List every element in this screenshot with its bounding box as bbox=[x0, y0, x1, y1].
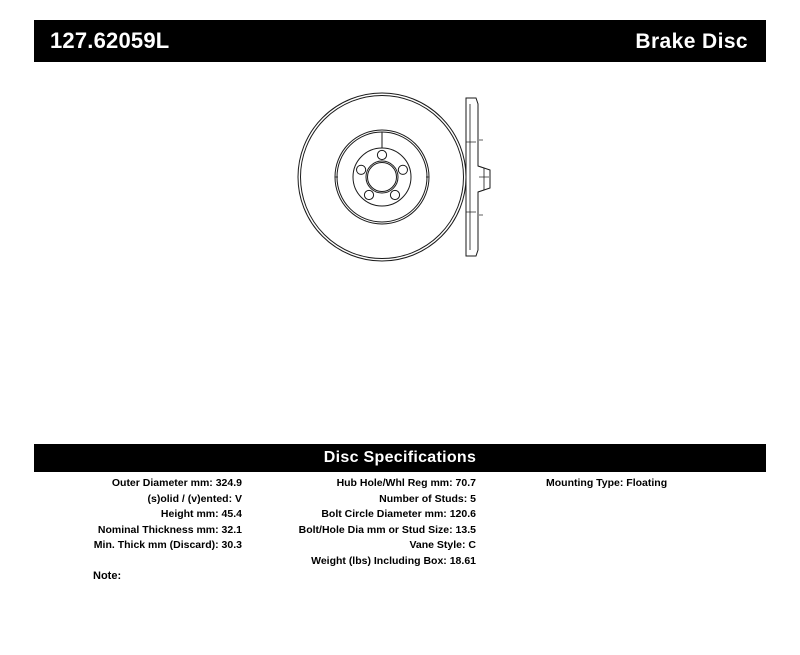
spec-item: Hub Hole/Whl Reg mm: 70.7 bbox=[336, 477, 476, 489]
spec-item: Bolt Circle Diameter mm: 120.6 bbox=[321, 508, 476, 520]
spec-column-left bbox=[34, 476, 242, 554]
spec-column-right bbox=[546, 476, 766, 492]
part-number: 127.62059L bbox=[50, 28, 170, 53]
spec-item: Outer Diameter mm: 324.9 bbox=[111, 477, 242, 489]
spec-item: Height mm: 45.4 bbox=[160, 508, 242, 520]
spec-item: Bolt/Hole Dia mm or Stud Size: 13.5 bbox=[298, 523, 476, 536]
disc-specifications-title: Disc Specifications bbox=[323, 449, 477, 466]
specifications-columns bbox=[34, 476, 766, 586]
spec-item: Vane Style: C bbox=[409, 539, 476, 551]
spec-item: Min. Thick mm (Discard): 30.3 bbox=[93, 539, 242, 551]
technical-drawing bbox=[280, 80, 560, 290]
page-title: Brake Disc bbox=[635, 29, 748, 53]
brake-disc-side-section-view bbox=[466, 98, 490, 256]
disc-specifications-bar bbox=[34, 444, 766, 472]
spec-item: (s)olid / (v)ented: V bbox=[147, 492, 242, 505]
spec-item: Weight (lbs) Including Box: 18.61 bbox=[311, 554, 476, 567]
spec-column-middle bbox=[266, 476, 476, 569]
spec-item: Mounting Type: Floating bbox=[546, 477, 668, 489]
spec-item: Number of Studs: 5 bbox=[379, 492, 476, 505]
header-bar bbox=[34, 20, 766, 62]
spec-item: Nominal Thickness mm: 32.1 bbox=[97, 523, 242, 536]
brake-disc-drawing-svg bbox=[280, 80, 560, 290]
note-row bbox=[93, 570, 121, 582]
note-label: Note: bbox=[93, 570, 122, 582]
brake-disc-front-view bbox=[298, 93, 466, 261]
